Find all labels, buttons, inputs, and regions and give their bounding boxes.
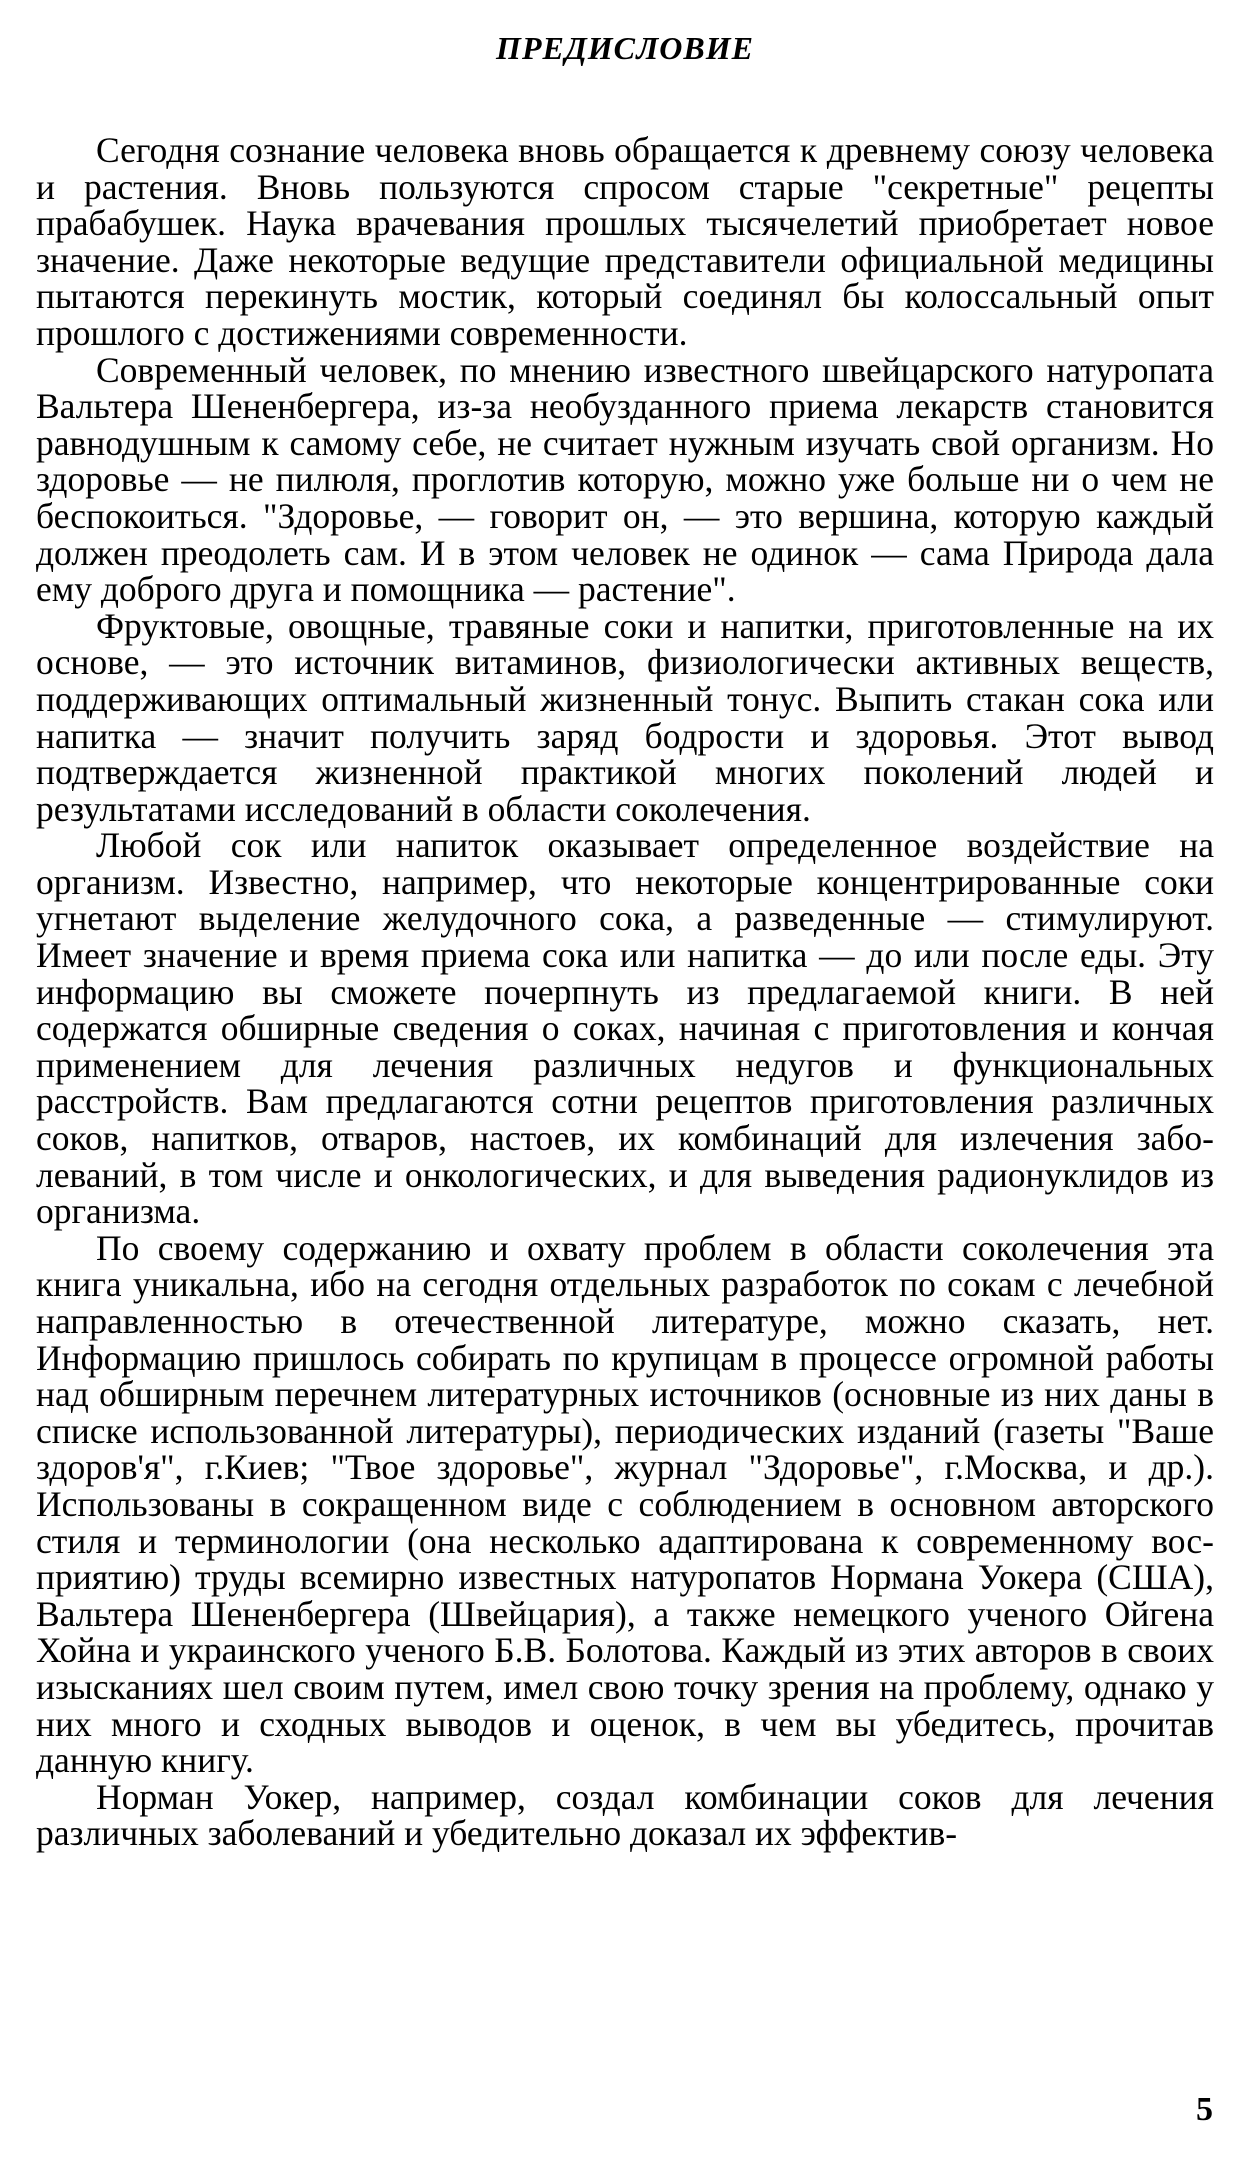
paragraph-4: Любой сок или напиток оказывает определенное воздействие на организм. Известно, например, что некоторые концентрированные соки угнетают выделение желудочного сока, а разведенные — стимулируют. Имеет значение и время приема сока или напитка — до или после еды. Эту информацию вы сможете почерпнуть из предлагаемой книги. В ней содержатся обширные сведения о соках, начиная с приготовления и кончая применением для лечения различных недугов и функциональных расстройств. Вам предлагаются сотни рецептов приготовления различных соков, напитков, отваров, настоев, их комбинаций для излечения заболеваний, в том числе и онкологических, и для выведения радионуклидов из организма. — [36, 825, 1214, 1232]
page-title: ПРЕДИСЛОВИЕ — [496, 30, 754, 66]
paragraph-5: По своему содержанию и охвату проблем в области соколечения эта книга уникальна, ибо на сегодня отдельных разработок по сокам с лечебной направленностью в отечественной литературе, можно сказать, нет. Информацию пришлось собирать по крупицам в процессе огромной работы над обширным перечнем литературных источников (основные из них даны в списке использованной литературы), периодических изданий (газеты "Ваше здоров'я", г.Киев; "Твое здоровье", журнал "Здоровье", г.Москва, и др.). Использованы в сокращенном виде с соблюдением в основном авторского стиля и терминологии (она несколько адаптирована к современному восприятию) труды всемирно известных натуропатов Нормана Уокера (США), Вальтера Шененбергера (Швейцария), а также немецкого ученого Ойгена Хойна и украинского ученого Б.В. Болотова. Каждый из этих авторов в своих изысканиях шел своим путем, имел свою точку зрения на проблему, однако у них много и сходных выводов и оценок, в чем вы убедитесь, прочитав данную книгу. — [36, 1227, 1214, 1781]
paragraph-6: Норман Уокер, например, создал комбинации соков для лечения различных заболеваний и убедительно доказал их эффектив- — [36, 1776, 1214, 1854]
paragraph-2: Современный человек, по мнению известного швейцарского натуропата Вальтера Шененбергера, из-за необузданного приема лекарств становится равнодушным к самому себе, не считает нужным изучать свой организм. Но здоровье — не пилюля, проглотив которую, можно уже больше ни о чем не беспокоиться. "Здоровье, — говорит он, — это вершина, которую каждый должен преодолеть сам. И в этом человек не одинок — сама Природа дала ему доброго друга и помощника — растение". — [36, 349, 1214, 610]
page-number: 5 — [1196, 2091, 1213, 2128]
paragraph-3: Фруктовые, овощные, травяные соки и напитки, приготовленные на их основе, — это источник витаминов, физиологически активных веществ, поддерживающих оптимальный жизненный тонус. Выпить стакан сока или напитка — значит получить заряд бодрости и здоровья. Этот вывод подтверждается жизненной практикой многих поколений людей и результатами исследований в области соколечения. — [36, 605, 1214, 829]
paragraph-1: Сегодня сознание человека вновь обращается к древнему союзу человека и растения. Вновь пользуются спросом старые "секретные" рецепты прабабушек. Наука врачевания прошлых тысячелетий приобретает новое значение. Даже некоторые ведущие представители официальной медицины пытаются перекинуть мостик, который соединял бы колоссальный опыт прошлого с достижениями современности. — [36, 130, 1214, 353]
document-page — [36, 28, 1214, 1852]
